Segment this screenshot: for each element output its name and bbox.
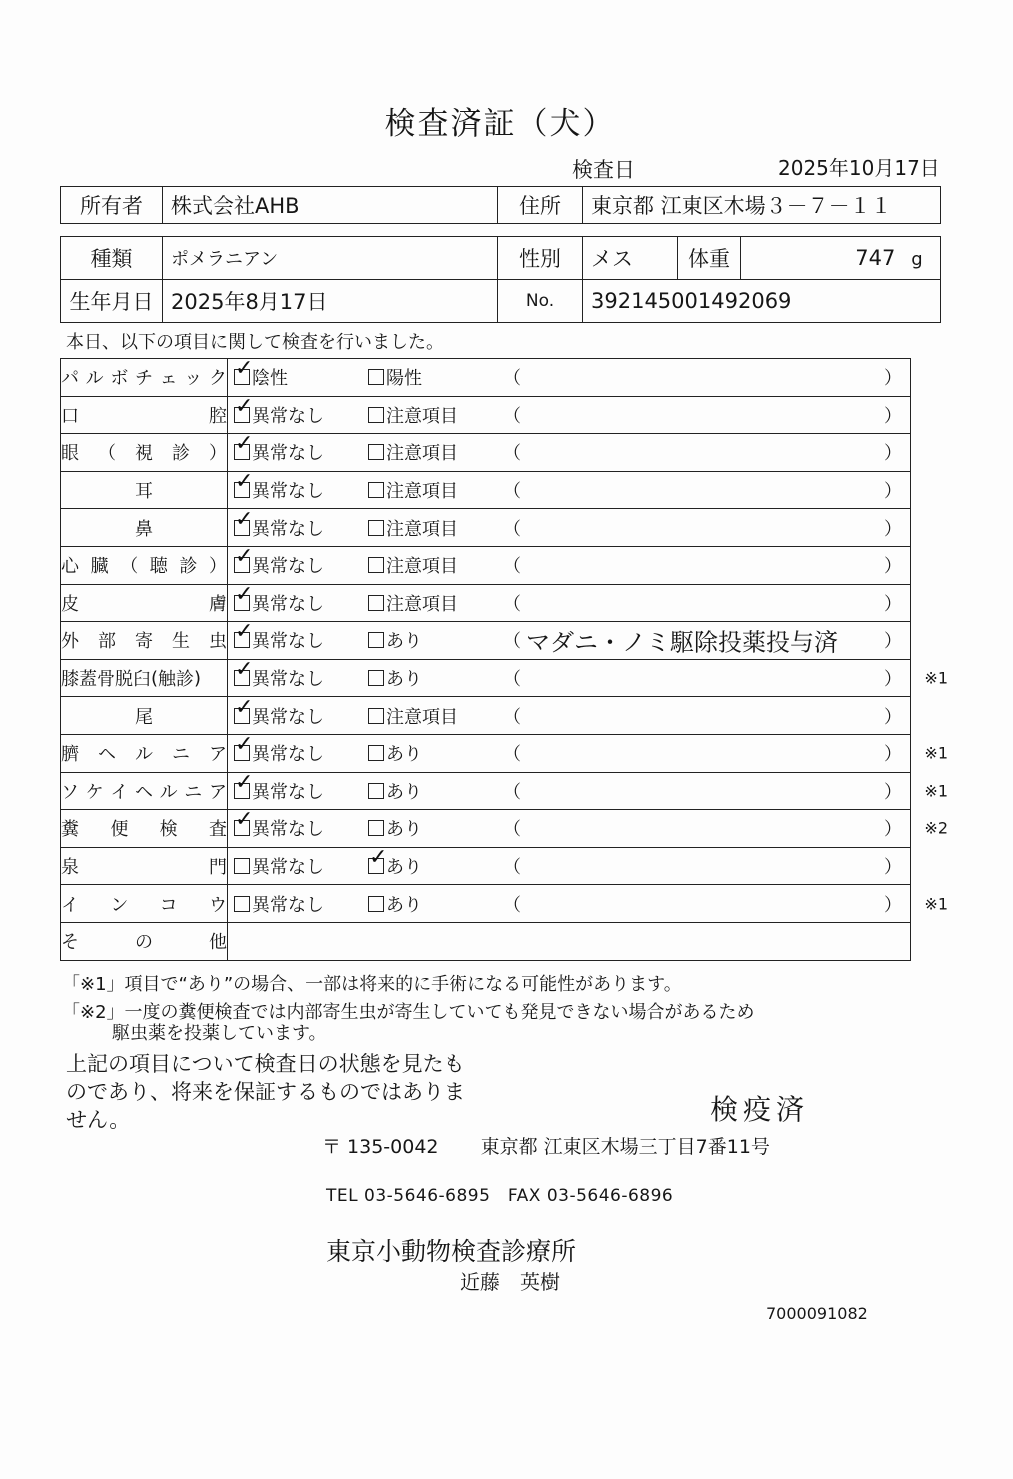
checkbox[interactable] [368,820,384,836]
check-options [228,885,948,923]
option-label: 異常なし [252,706,324,728]
option-abnormal [368,778,422,804]
paren-close: ） [884,894,902,916]
label-char: 虫 [209,631,227,653]
checkbox[interactable] [368,482,384,498]
option-abnormal [368,439,458,465]
sex-label: 性別 [498,237,583,280]
breed-label: 種類 [61,237,163,280]
option-abnormal [368,627,422,653]
disclaimer: 上記の項目について検査日の状態を見たものであり、将来を保証するものではありません。 [66,1052,465,1132]
check-item-text: 鼻 [135,518,153,540]
option-abnormal [368,364,422,390]
paren-open: （ [503,481,521,503]
check-options [228,732,948,772]
check-item-label [61,509,228,547]
other-label-cell [61,922,228,960]
label-char: 聴 [149,556,168,578]
check-mark-icon: ✓ [235,469,254,495]
check-item-label [61,772,228,810]
label-char: コ [159,894,178,916]
check-item-label [61,471,228,509]
checkbox[interactable] [234,544,254,573]
footnote-ref: ※1 [924,668,948,688]
label-char: チ [134,368,153,390]
paren-close: ） [884,405,902,427]
option-label: 異常なし [252,744,324,766]
option-label: 異常なし [252,556,324,578]
check-mark-icon: ✓ [235,544,254,570]
intro-text: 本日、以下の項目に関して検査を行いました。 [66,332,444,353]
option-label: 注意項目 [386,706,458,728]
label-char: ア [208,781,227,803]
check-mark-icon: ✓ [235,431,254,457]
check-row [61,509,911,547]
check-options [228,356,911,397]
paren-open: （ [503,857,521,879]
check-mark-icon: ✓ [235,393,254,419]
option-normal [234,506,324,541]
paren-close: ） [884,631,902,653]
checkbox[interactable] [368,407,384,423]
label-char: 臍 [61,744,79,766]
check-item-label [61,847,228,885]
label-char: 蓋 [79,669,97,691]
option-normal [234,393,324,428]
label-char: ケ [85,781,104,803]
paren-open: （ [503,518,521,540]
check-mark-icon: ✓ [235,694,254,720]
check-row [61,772,911,810]
checkbox[interactable] [368,369,384,385]
option-abnormal [368,665,422,691]
label-char: ニ [184,781,203,803]
check-row [61,584,911,622]
label-char: 検 [159,819,178,841]
label-char: 心 [61,556,79,578]
check-item-label [61,885,228,923]
option-label: 陽性 [386,368,422,390]
label-char: 外 [61,631,79,653]
checkbox[interactable] [234,896,250,912]
check-options [228,471,911,509]
option-normal [234,619,324,653]
address-value: 東京都 江東区木場３－７－１１ [583,187,941,224]
breed-value: ポメラニアン [163,237,498,280]
option-label: あり [386,744,422,766]
check-mark-icon: ✓ [235,506,254,532]
check-item-text: 耳 [135,481,153,503]
option-label: 注意項目 [386,405,458,427]
option-label: 注意項目 [386,443,458,465]
check-row [61,659,911,697]
checkbox[interactable] [234,769,254,799]
check-row [61,810,911,848]
label-char: 査 [208,819,227,841]
checkbox[interactable] [368,632,384,648]
checkbox[interactable] [234,858,250,874]
exam-date: 2025年10月17日 [778,156,940,180]
check-options [228,431,911,472]
label-char: 診 [172,443,190,465]
option-label: あり [386,894,422,916]
option-label: あり [386,781,422,803]
check-mark-icon: ✓ [235,807,254,833]
paren-open: （ [503,368,521,390]
label-char: 他 [209,932,227,954]
option-label: 注意項目 [386,556,458,578]
check-item-label [61,659,228,697]
label-char: （ [120,556,139,578]
check-options [228,847,911,885]
check-item-text [61,590,227,616]
label-char: 便 [110,819,129,841]
option-label: 注意項目 [386,593,458,615]
label-char: ル [135,744,153,766]
label-char: そ [61,932,79,954]
paren-close: ） [884,819,902,841]
clinic-name: 東京小動物検査診療所 [326,1237,577,1266]
check-mark-icon: ✓ [235,769,254,795]
label-char: 腔 [209,405,227,427]
option-normal [234,581,324,616]
label-char: 生 [172,631,190,653]
check-row [61,434,911,472]
check-item-text [61,853,227,879]
check-options [228,769,948,810]
option-normal [234,356,288,390]
checkbox[interactable] [234,807,254,836]
paren-open: （ [503,781,521,803]
check-note: マダニ・ノミ駆除投薬投与済 [526,628,838,657]
label-char: 診 [179,556,198,578]
check-options [228,581,911,622]
paren-close: ） [884,518,902,540]
paren-open: （ [503,706,521,728]
check-row [61,359,911,397]
label-char: 診 [176,669,195,691]
option-normal [234,469,324,503]
option-label: 異常なし [252,669,324,691]
paren-open: （ [503,405,521,427]
check-mark-icon: ✓ [235,581,254,607]
birth-value: 2025年8月17日 [163,280,498,323]
paren-open: （ [503,631,521,653]
weight-value: 747 [855,246,896,270]
option-label: あり [386,819,422,841]
check-row [61,697,911,735]
label-char: ア [209,744,227,766]
option-normal [234,891,324,917]
check-item-label [61,584,228,622]
option-normal [234,732,324,766]
option-label: 異常なし [252,443,324,465]
check-row [61,734,911,772]
check-item-label [61,546,228,584]
label-char: 泉 [61,857,79,879]
label-char: 膝 [61,669,79,691]
checkbox[interactable] [234,393,254,423]
label-char: ソ [61,781,79,803]
check-options [228,619,911,660]
paren-open: （ [503,556,521,578]
weight-cell [741,237,941,280]
paren-open: （ [503,669,521,691]
option-label: 異常なし [252,631,324,653]
paren-open: （ [503,819,521,841]
checkbox[interactable] [368,444,384,460]
label-char: ) [194,667,202,689]
checkbox[interactable] [234,657,254,686]
label-char: 皮 [61,593,79,615]
footnote-ref: ※1 [924,894,948,914]
check-mark-icon: ✓ [369,845,388,871]
footnote-2: 「※2」一度の糞便検査では内部寄生虫が寄生していても発見できない場合があるため [62,1002,755,1023]
label-char: ヘ [98,744,116,766]
label-char: イ [61,894,79,916]
owner-value: 株式会社AHB [163,187,498,224]
page-title: 検査済証（犬） [384,106,616,142]
label-char: 部 [98,631,116,653]
option-label: 異常なし [252,405,324,427]
paren-close: ） [884,443,902,465]
sex-value: メス [583,237,678,280]
check-options [228,694,911,735]
option-abnormal [368,815,422,841]
paren-close: ） [884,368,902,390]
pet-table [60,236,941,323]
option-abnormal [368,552,458,578]
other-label [61,928,227,954]
check-mark-icon: ✓ [235,732,254,758]
label-char: ボ [110,368,129,390]
check-item-text [61,552,227,578]
checkbox[interactable] [368,896,384,912]
label-char: イ [110,781,129,803]
paren-close: ） [884,481,902,503]
check-item-label [61,734,228,772]
label-char: の [135,932,153,954]
option-normal [234,694,324,729]
label-char: ウ [208,894,227,916]
option-label: 陰性 [252,368,288,390]
checkbox[interactable] [234,506,254,536]
label-char: 脱 [115,669,133,691]
checkbox[interactable] [234,694,254,724]
option-normal [234,853,324,879]
owner-table [60,186,941,224]
label-char: ） [209,443,227,465]
footnote-ref: ※1 [924,743,948,763]
postal-code: 〒 135-0042 [322,1136,439,1158]
quarantine-stamp: 検疫済 [710,1093,810,1126]
option-normal [234,544,324,578]
birth-label: 生年月日 [61,280,163,323]
check-row [61,885,911,923]
paren-open: （ [503,744,521,766]
label-char: 触 [158,669,177,691]
clinic-address-line [322,1132,770,1159]
paren-close: ） [884,556,902,578]
option-label: 異常なし [252,518,324,540]
no-value: 392145001492069 [583,280,941,323]
paren-close: ） [884,857,902,879]
check-options [228,393,911,434]
check-item-text [61,815,227,841]
label-char: 眼 [61,443,79,465]
checkbox[interactable] [368,845,388,874]
label-char: ク [208,368,227,390]
label-char: ェ [159,368,178,390]
address-label: 住所 [498,187,583,224]
option-normal [234,431,324,465]
option-label: 異常なし [252,593,324,615]
label-char: ル [85,368,104,390]
label-char: 視 [135,443,153,465]
check-mark-icon: ✓ [235,356,254,382]
option-abnormal [368,845,422,879]
check-mark-icon: ✓ [235,657,254,683]
checkbox[interactable] [234,581,254,611]
footnote-ref: ※2 [924,818,948,838]
check-options [228,657,948,697]
label-char: 臼 [133,669,151,691]
serial-number: 7000091082 [766,1304,868,1323]
label-char: 寄 [135,631,153,653]
label-char: ッ [184,368,203,390]
paren-close: ） [884,593,902,615]
checkbox[interactable] [368,557,384,573]
check-item-text [61,891,227,917]
check-item-text [61,665,227,691]
paren-close: ） [884,781,902,803]
option-normal [234,807,324,841]
paren-close: ） [884,669,902,691]
paren-open: （ [503,593,521,615]
clinic-address: 東京都 江東区木場三丁目7番11号 [480,1136,770,1158]
checkbox[interactable] [368,520,384,536]
check-options [228,506,911,547]
check-item-text [61,627,227,653]
label-char: パ [61,368,79,390]
label-char: 門 [209,857,227,879]
option-normal [234,769,324,804]
footnote-ref: ※1 [924,781,948,801]
weight-unit: g [911,249,923,270]
checkbox[interactable] [234,619,254,648]
option-label: 注意項目 [386,518,458,540]
check-row [61,847,911,885]
check-item-label [61,622,228,660]
check-row [61,471,911,509]
checkbox[interactable] [368,670,384,686]
weight-label: 体重 [678,237,741,280]
option-abnormal [368,740,422,766]
check-row [61,546,911,584]
label-char: 口 [61,405,79,427]
label-char: 膚 [209,593,227,615]
check-item-label [61,434,228,472]
checkbox[interactable] [368,708,384,724]
label-char: ） [208,556,227,578]
check-mark-icon: ✓ [235,619,254,645]
option-label: 異常なし [252,781,324,803]
checkbox[interactable] [234,431,254,460]
check-item-text: 尾 [135,706,153,728]
footnote-1: 「※1」項目で“あり”の場合、一部は将来的に手術になる可能性があります。 [62,974,682,995]
check-options [228,546,911,584]
no-label: No. [498,280,583,323]
option-label: 異常なし [252,819,324,841]
label-char: 糞 [61,819,79,841]
option-label: あり [386,669,422,691]
option-label: 異常なし [252,857,324,879]
paren-open: （ [503,894,521,916]
check-row [61,396,911,434]
label-char: ニ [172,744,190,766]
checkbox[interactable] [234,469,254,498]
paren-close: ） [884,744,902,766]
check-item-label [61,697,228,735]
paren-close: ） [884,706,902,728]
check-item-text [61,778,227,804]
checkbox[interactable] [368,783,384,799]
option-label: 異常なし [252,481,324,503]
option-abnormal [368,515,458,541]
label-char: ル [159,781,178,803]
check-item-label [61,359,228,397]
check-item-text [61,364,227,390]
checkbox[interactable] [234,732,254,761]
checkbox[interactable] [234,356,254,385]
label-char: 臓 [90,556,109,578]
other-value [228,922,911,960]
footnote-2-continued: 駆虫薬を投薬しています。 [112,1023,327,1044]
check-item-label [61,396,228,434]
option-label: 注意項目 [386,481,458,503]
option-abnormal [368,477,458,503]
option-abnormal [368,703,458,729]
owner-label: 所有者 [61,187,163,224]
option-abnormal [368,891,422,917]
label-char: ( [151,667,159,689]
label-char: （ [98,443,116,465]
checkbox[interactable] [368,595,384,611]
option-abnormal [368,590,458,616]
checkbox[interactable] [368,745,384,761]
exam-date-label: 検査日 [572,158,635,182]
tel-fax: TEL 03-5646-6895 FAX 03-5646-6896 [326,1186,674,1206]
paren-open: （ [503,443,521,465]
label-char: ン [110,894,129,916]
label-char: 骨 [97,669,115,691]
label-char: ヘ [134,781,153,803]
check-item-text [61,439,227,465]
check-item-label [61,810,228,848]
option-label: あり [386,631,422,653]
check-item-text [61,740,227,766]
option-abnormal [368,402,458,428]
check-item-text [61,402,227,428]
check-options [228,807,948,848]
check-row [61,622,911,660]
option-label: あり [386,857,422,879]
option-label: 異常なし [252,894,324,916]
doctor-name: 近藤 英樹 [460,1270,560,1294]
checks-table [60,356,948,961]
option-normal [234,657,324,691]
